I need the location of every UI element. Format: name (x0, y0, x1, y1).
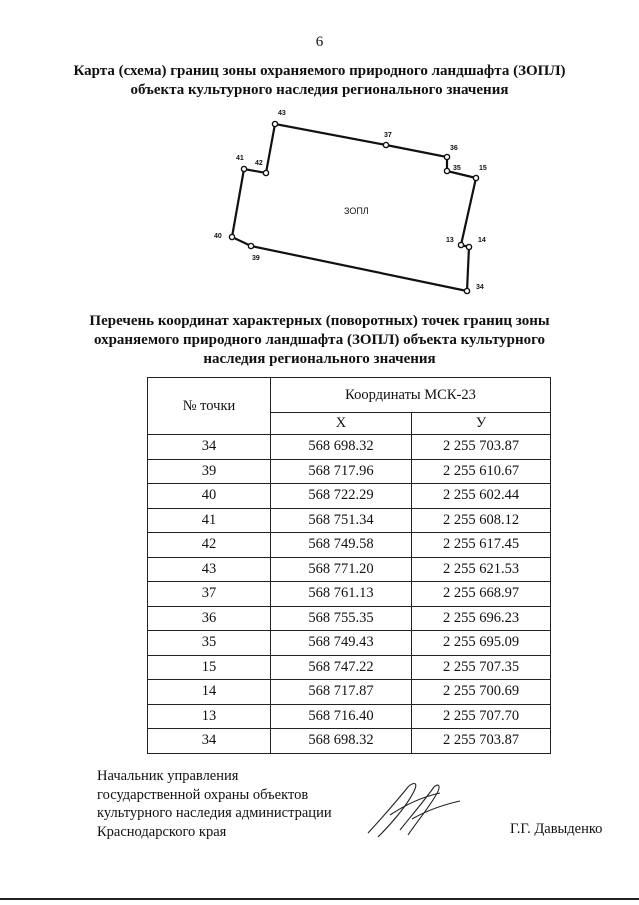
boundary-point-label: 15 (479, 165, 487, 172)
x-coordinate-cell: 568 755.35 (271, 606, 412, 631)
boundary-point-marker (248, 243, 253, 248)
list-title-line: Перечень координат характерных (поворотных) точек границ зоны (89, 313, 550, 329)
y-coordinate-cell: 2 255 610.67 (412, 459, 551, 484)
point-number-cell: 40 (148, 484, 271, 509)
boundary-point-marker (458, 242, 463, 247)
boundary-map (0, 100, 639, 300)
boundary-point-marker (473, 175, 478, 180)
page-number: 6 (315, 34, 324, 50)
map-title-line: объекта культурного наследия регионального значения (130, 82, 509, 98)
y-coordinate-cell: 2 255 668.97 (412, 582, 551, 607)
boundary-point-label: 14 (478, 237, 486, 244)
boundary-point-label: 39 (252, 255, 260, 262)
y-coordinate-cell: 2 255 696.23 (412, 606, 551, 631)
list-title-line: охраняемого природного ландшафта (ЗОПЛ) объекта культурного (93, 332, 546, 348)
y-coordinate-cell: 2 255 608.12 (412, 508, 551, 533)
x-coordinate-cell: 568 749.58 (271, 533, 412, 558)
point-number-cell: 14 (148, 680, 271, 705)
point-number-cell: 41 (148, 508, 271, 533)
boundary-point-marker (444, 154, 449, 159)
boundary-point-label: 36 (450, 145, 458, 152)
point-number-cell: 37 (148, 582, 271, 607)
boundary-point-label: 42 (255, 160, 263, 167)
point-number-cell: 34 (148, 435, 271, 460)
y-coordinate-cell: 2 255 703.87 (412, 435, 551, 460)
boundary-point-label: 41 (236, 155, 244, 162)
table-row (148, 533, 551, 558)
point-number-cell: 39 (148, 459, 271, 484)
y-coordinate-cell: 2 255 700.69 (412, 680, 551, 705)
page-bottom-rule (0, 898, 639, 900)
x-coordinate-cell: 568 761.13 (271, 582, 412, 607)
x-coordinate-cell: 568 771.20 (271, 557, 412, 582)
x-coordinate-cell: 568 751.34 (271, 508, 412, 533)
boundary-point-marker (466, 244, 471, 249)
boundary-point-label: 35 (453, 165, 461, 172)
table-row (148, 704, 551, 729)
x-coordinate-cell: 568 716.40 (271, 704, 412, 729)
boundary-point-marker (263, 170, 268, 175)
y-coordinate-cell: 2 255 617.45 (412, 533, 551, 558)
table-row (148, 606, 551, 631)
list-title-line: наследия регионального значения (203, 351, 436, 367)
table-row (148, 655, 551, 680)
boundary-point-label: 34 (476, 284, 484, 291)
x-coordinate-cell: 568 717.96 (271, 459, 412, 484)
table-row (148, 729, 551, 754)
boundary-point-label: 43 (278, 110, 286, 117)
x-coordinate-cell: 568 747.22 (271, 655, 412, 680)
y-coordinate-cell: 2 255 707.70 (412, 704, 551, 729)
table-row (148, 631, 551, 656)
zone-label: ЗОПЛ (344, 206, 369, 216)
header-y: У (412, 413, 551, 435)
point-number-cell: 13 (148, 704, 271, 729)
y-coordinate-cell: 2 255 703.87 (412, 729, 551, 754)
table-row (148, 435, 551, 460)
boundary-point-marker (383, 142, 388, 147)
point-number-cell: 43 (148, 557, 271, 582)
signer-name: Г.Г. Давыденко (510, 821, 603, 837)
x-coordinate-cell: 568 717.87 (271, 680, 412, 705)
boundary-point-label: 13 (446, 237, 454, 244)
map-title-line: Карта (схема) границ зоны охраняемого природного ландшафта (ЗОПЛ) (73, 63, 566, 79)
point-number-cell: 34 (148, 729, 271, 754)
table-row (148, 508, 551, 533)
position-line: культурного наследия администрации (97, 805, 332, 821)
boundary-point-label: 40 (214, 233, 222, 240)
y-coordinate-cell: 2 255 707.35 (412, 655, 551, 680)
x-coordinate-cell: 568 698.32 (271, 729, 412, 754)
y-coordinate-cell: 2 255 602.44 (412, 484, 551, 509)
coordinates-list-title (80, 312, 559, 369)
table-row (148, 484, 551, 509)
table-row (148, 582, 551, 607)
header-coordinates: Координаты МСК-23 (271, 378, 551, 413)
table-row (148, 557, 551, 582)
boundary-point-marker (464, 288, 469, 293)
handwritten-signature (360, 775, 470, 845)
x-coordinate-cell: 568 722.29 (271, 484, 412, 509)
x-coordinate-cell: 568 698.32 (271, 435, 412, 460)
position-line: государственной охраны объектов (97, 786, 309, 803)
header-x: Х (271, 413, 412, 435)
boundary-point-marker (272, 121, 277, 126)
header-point-number: № точки (148, 378, 271, 435)
position-line: Краснодарского края (97, 823, 227, 840)
point-number-cell: 15 (148, 655, 271, 680)
table-row (148, 680, 551, 705)
boundary-point-marker (444, 168, 449, 173)
point-number-cell: 42 (148, 533, 271, 558)
boundary-point-marker (229, 234, 234, 239)
table-row (148, 459, 551, 484)
boundary-point-marker (241, 166, 246, 171)
boundary-point-label: 37 (384, 132, 392, 139)
map-title (60, 62, 579, 100)
signature-position (97, 767, 332, 841)
coordinates-table-body (148, 435, 551, 754)
point-number-cell: 35 (148, 631, 271, 656)
point-number-cell: 36 (148, 606, 271, 631)
position-line: Начальник управления (97, 768, 239, 784)
x-coordinate-cell: 568 749.43 (271, 631, 412, 656)
coordinates-table (147, 377, 551, 754)
y-coordinate-cell: 2 255 695.09 (412, 631, 551, 656)
y-coordinate-cell: 2 255 621.53 (412, 557, 551, 582)
